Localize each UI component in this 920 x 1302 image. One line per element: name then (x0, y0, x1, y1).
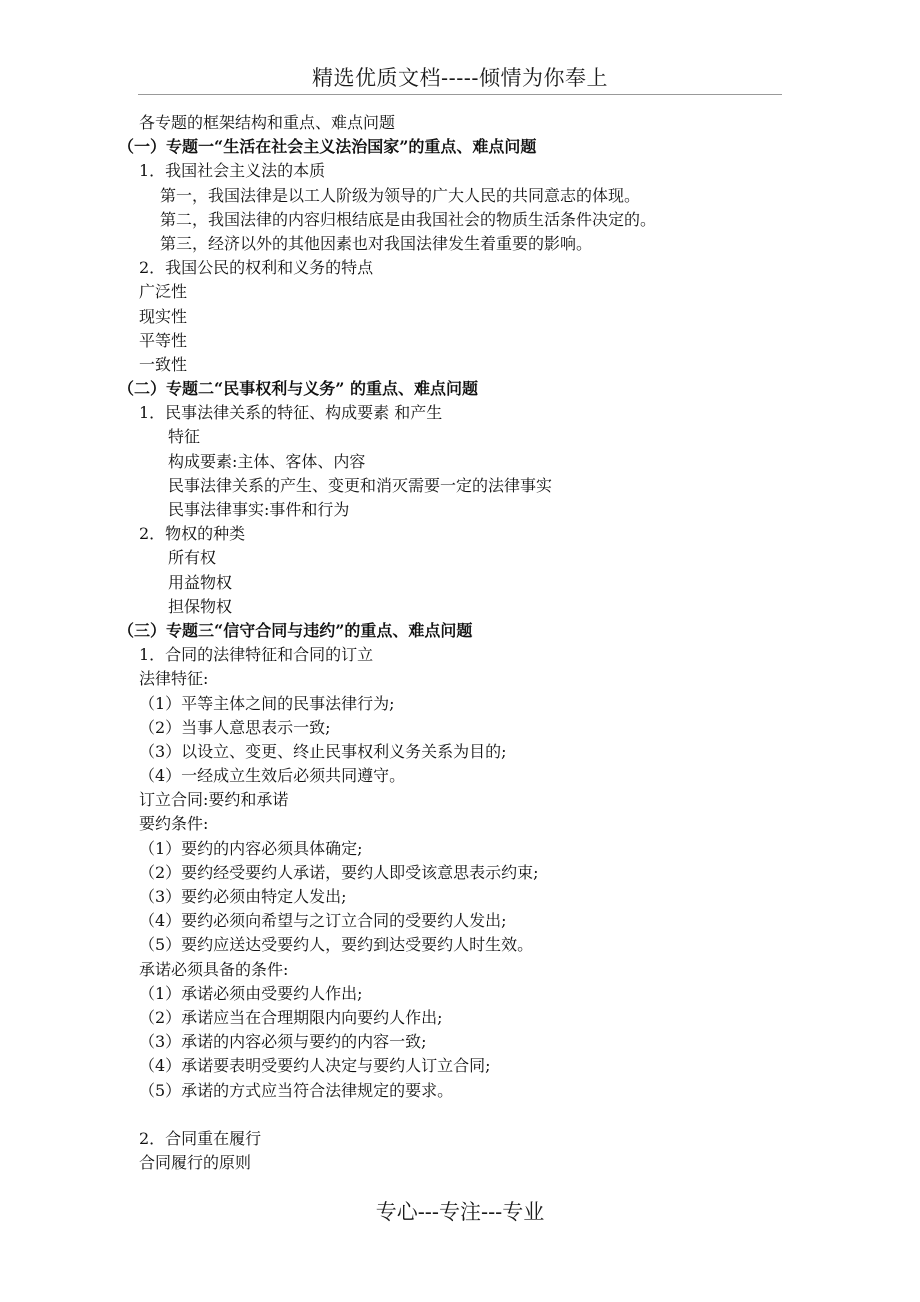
text-line: 广泛性 (139, 282, 188, 302)
text-line: 1．我国社会主义法的本质 (139, 161, 326, 181)
text-line: 各专题的框架结构和重点、难点问题 (139, 113, 396, 132)
text-line: （2）要约经受要约人承诺，要约人即受该意思表示约束; (139, 862, 539, 882)
text-line: 2．合同重在履行 (139, 1128, 262, 1148)
header-divider (138, 94, 782, 95)
text-line: 民事法律关系的产生、变更和消灭需要一定的法律事实 (168, 475, 553, 495)
text-line: 2．我国公民的权利和义务的特点 (139, 258, 374, 278)
text-line: （3）以设立、变更、终止民事权利义务关系为目的; (139, 741, 507, 761)
text-line: 特征 (168, 427, 201, 447)
text-line: （5）承诺的方式应当符合法律规定的要求。 (139, 1080, 454, 1100)
text-line: 第一，我国法律是以工人阶级为领导的广大人民的共同意志的体现。 (160, 185, 641, 205)
text-line: 平等性 (139, 330, 188, 350)
text-line: （2）承诺应当在合理期限内向要约人作出; (139, 1007, 443, 1027)
section-heading: （三）专题三“信守合同与违约”的重点、难点问题 (118, 620, 473, 640)
text-line: 承诺必须具备的条件: (139, 959, 289, 979)
text-line: 第三，经济以外的其他因素也对我国法律发生着重要的影响。 (160, 233, 593, 253)
text-line: 法律特征: (139, 669, 209, 689)
blank-line (118, 1103, 798, 1127)
text-line: 1．民事法律关系的特征、构成要素 和产生 (139, 403, 443, 423)
document-body (118, 111, 798, 1175)
text-line: 现实性 (139, 306, 188, 326)
text-line: （4）一经成立生效后必须共同遵守。 (139, 766, 406, 786)
text-line: （1）承诺必须由受要约人作出; (139, 983, 363, 1003)
text-line: （4）要约必须向希望与之订立合同的受要约人发出; (139, 911, 507, 931)
text-line: 用益物权 (168, 572, 233, 592)
page-header: 精选优质文档-----倾情为你奉上 (312, 66, 608, 90)
text-line: （5）要约应送达受要约人，要约到达受要约人时生效。 (139, 935, 534, 955)
text-line: 民事法律事实:事件和行为 (168, 500, 350, 519)
text-line: （4）承诺要表明受要约人决定与要约人订立合同; (139, 1056, 491, 1076)
text-line: （3）承诺的内容必须与要约的内容一致; (139, 1032, 427, 1052)
text-line: 构成要素:主体、客体、内容 (168, 451, 366, 471)
text-line: （1）平等主体之间的民事法律行为; (139, 693, 395, 713)
text-line: 订立合同:要约和承诺 (139, 790, 289, 810)
text-line: （3）要约必须由特定人发出; (139, 887, 347, 906)
text-line: 所有权 (168, 548, 217, 568)
text-line: 1．合同的法律特征和合同的订立 (139, 645, 374, 665)
text-line: 一致性 (139, 354, 188, 374)
text-line: 要约条件: (139, 814, 209, 834)
section-heading: （一）专题一“生活在社会主义法治国家”的重点、难点问题 (118, 137, 537, 157)
text-line: 第二，我国法律的内容归根结底是由我国社会的物质生活条件决定的。 (160, 209, 657, 229)
section-heading: （二）专题二“民事权利与义务” 的重点、难点问题 (118, 379, 478, 399)
text-line: 合同履行的原则 (139, 1153, 252, 1173)
text-line: 担保物权 (168, 596, 233, 616)
text-line: （1）要约的内容必须具体确定; (139, 838, 363, 858)
page-footer: 专心---专注---专业 (375, 1200, 545, 1224)
text-line: （2）当事人意思表示一致; (139, 717, 331, 737)
text-line: 2．物权的种类 (139, 524, 246, 544)
